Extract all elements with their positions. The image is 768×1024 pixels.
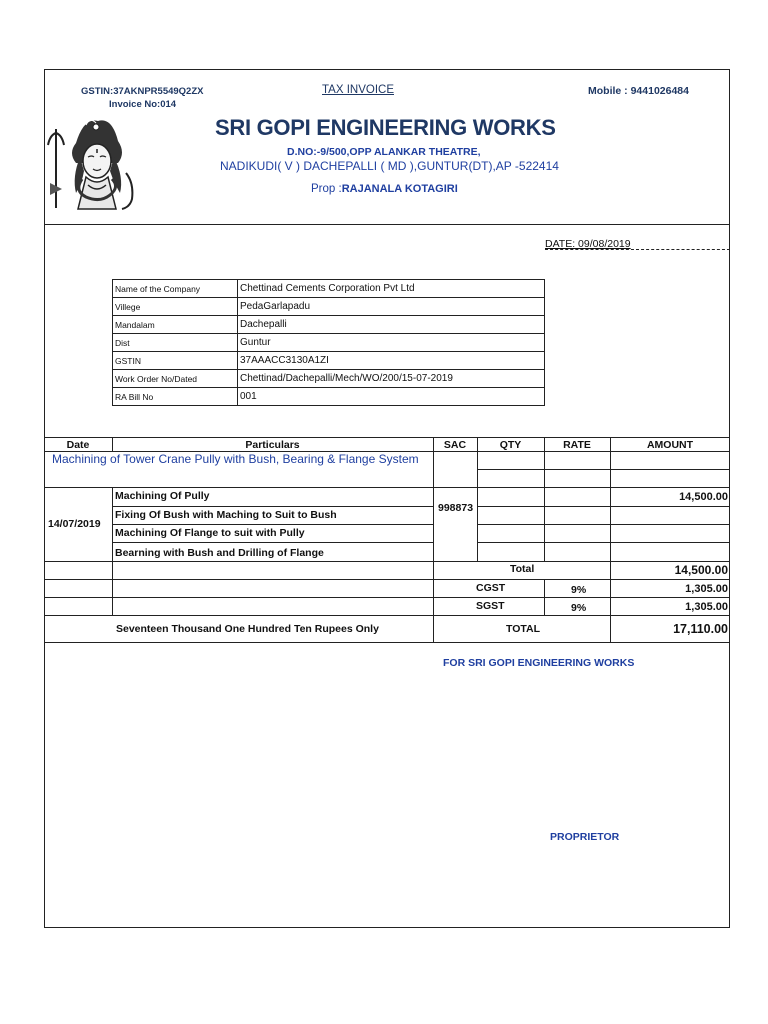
proprietor-line: [311, 183, 458, 195]
total-amount: 14,500.00: [674, 563, 728, 577]
grid-line: [477, 542, 730, 543]
grid-line: [44, 642, 730, 643]
grid-line: [112, 487, 113, 615]
header-amount: AMOUNT: [646, 439, 694, 451]
header-rate: RATE: [563, 439, 591, 451]
particular-line: Bearning with Bush and Drilling of Flange: [115, 547, 324, 559]
signatory-title: PROPRIETOR: [550, 831, 620, 843]
particular-line: Machining Of Flange to suit with Pully: [115, 527, 305, 539]
cgst-amount: 1,305.00: [685, 583, 728, 595]
detail-row: [113, 316, 545, 334]
detail-row: [113, 352, 545, 370]
grid-line: [112, 524, 433, 525]
signature-company: FOR SRI GOPI ENGINEERING WORKS: [443, 657, 635, 669]
detail-value: Guntur: [238, 334, 545, 352]
detail-label: RA Bill No: [113, 388, 238, 406]
doc-title: TAX INVOICE: [322, 84, 394, 96]
detail-label: Mandalam: [113, 316, 238, 334]
date-underline: [545, 249, 730, 250]
grid-line: [477, 469, 730, 470]
lord-shiva-figure-icon: [46, 113, 142, 213]
particular-line: Machining Of Pully: [115, 490, 210, 502]
sac-code: 998873: [438, 502, 474, 514]
detail-value: Dachepalli: [238, 316, 545, 334]
grid-line: [44, 579, 730, 580]
cgst-rate: 9%: [571, 584, 587, 596]
detail-value: 37AAACC3130A1ZI: [238, 352, 545, 370]
work-title: Machining of Tower Crane Pully with Bush, Bearing & Flange System: [52, 452, 419, 466]
line-amount: 14,500.00: [679, 491, 728, 503]
detail-label: Villege: [113, 298, 238, 316]
total-label: Total: [510, 563, 535, 575]
detail-row: [113, 334, 545, 352]
address-line-2: NADIKUDI( V ) DACHEPALLI ( MD ),GUNTUR(DT),AP -522414: [220, 159, 559, 173]
grid-line: [44, 437, 730, 438]
seller-gstin: GSTIN:37AKNPR5549Q2ZX: [81, 86, 204, 97]
amount-in-words: Seventeen Thousand One Hundred Ten Rupees Only: [116, 623, 379, 635]
particular-line: Fixing Of Bush with Maching to Suit to Bush: [115, 509, 337, 521]
grid-line: [477, 506, 730, 507]
grid-line: [433, 437, 434, 642]
detail-row: [113, 388, 545, 406]
grid-line: [477, 437, 478, 561]
invoice-date: DATE: 09/08/2019: [545, 238, 631, 250]
grid-line: [112, 506, 433, 507]
grid-line: [44, 615, 730, 616]
prop-name: RAJANALA KOTAGIRI: [341, 183, 458, 195]
header-divider: [44, 224, 730, 225]
detail-value: Chettinad Cements Corporation Pvt Ltd: [238, 280, 545, 298]
sgst-rate: 9%: [571, 602, 587, 614]
invoice-number: Invoice No:014: [109, 99, 177, 110]
detail-label: Dist: [113, 334, 238, 352]
grid-line: [44, 487, 730, 488]
grid-line: [112, 542, 433, 543]
sgst-amount: 1,305.00: [685, 601, 728, 613]
header-qty: QTY: [499, 439, 522, 451]
detail-value: PedaGarlapadu: [238, 298, 545, 316]
detail-row: [113, 370, 545, 388]
header-sac: SAC: [443, 439, 467, 451]
detail-label: GSTIN: [113, 352, 238, 370]
detail-value: 001: [238, 388, 545, 406]
cgst-label: CGST: [476, 582, 506, 594]
address-line-1: D.NO:-9/500,OPP ALANKAR THEATRE,: [287, 146, 481, 158]
grid-line: [544, 437, 545, 561]
detail-value: Chettinad/Dachepalli/Mech/WO/200/15-07-2019: [238, 370, 545, 388]
customer-details-table: [112, 279, 545, 406]
prop-label: Prop :: [311, 183, 342, 195]
header-date: Date: [66, 439, 90, 451]
mobile-number: Mobile : 9441026484: [588, 85, 689, 97]
sgst-label: SGST: [476, 600, 505, 612]
row-date: 14/07/2019: [48, 518, 101, 530]
detail-row: [113, 280, 545, 298]
grid-line: [544, 579, 545, 615]
grid-line: [610, 437, 611, 642]
company-name: SRI GOPI ENGINEERING WORKS: [215, 115, 556, 140]
detail-label: Name of the Company: [113, 280, 238, 298]
detail-row: [113, 298, 545, 316]
grand-total: 17,110.00: [673, 622, 728, 636]
grand-total-label: TOTAL: [506, 623, 541, 635]
header-particulars: Particulars: [245, 439, 300, 451]
detail-label: Work Order No/Dated: [113, 370, 238, 388]
grid-line: [44, 561, 730, 562]
grid-line: [44, 597, 730, 598]
grid-line: [477, 524, 730, 525]
